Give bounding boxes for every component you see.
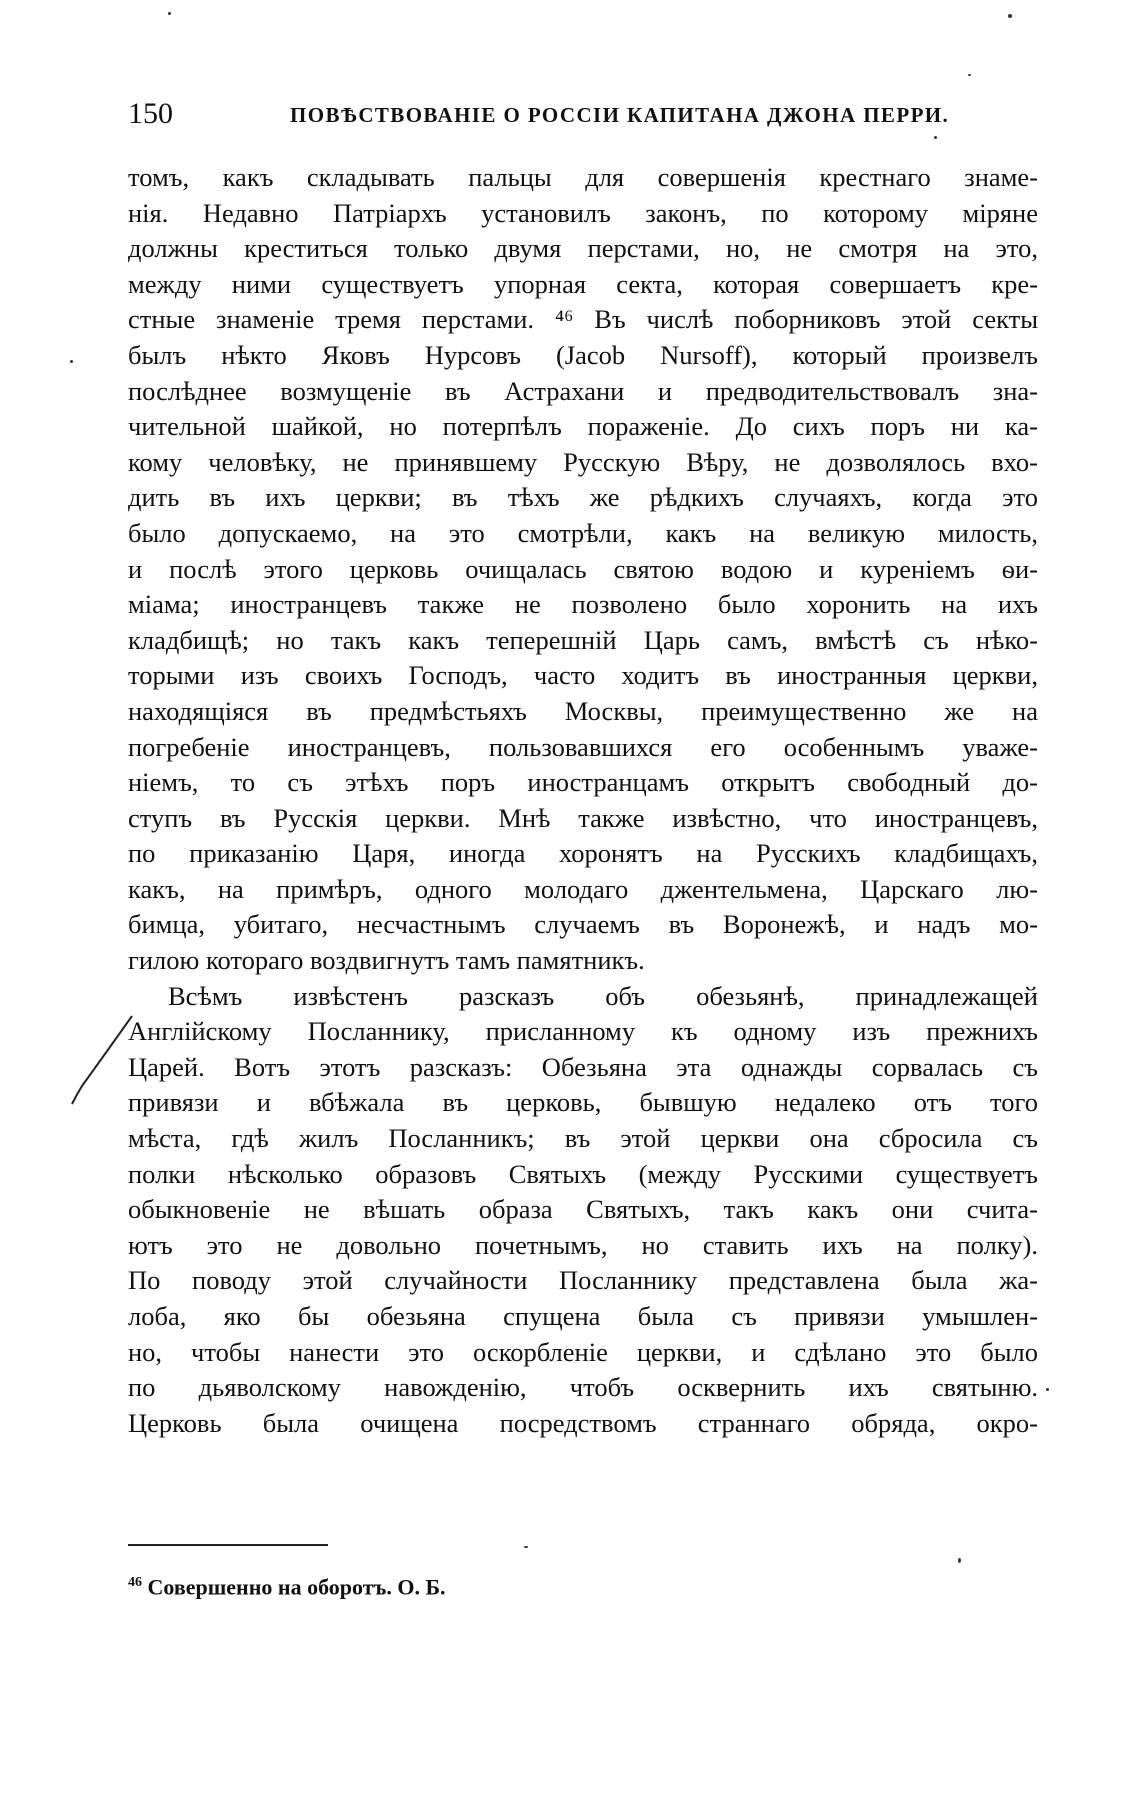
margin-pencil-mark (68, 1010, 138, 1120)
text-line: Царей. Вотъ этотъ разсказъ: Обезьяна эта однажды сорвалась съ (128, 1051, 1038, 1082)
text-line: дить въ ихъ церкви; въ тѣхъ же рѣдкихъ случаяхъ, когда это (128, 482, 1038, 513)
text-line: томъ, какъ складывать пальцы для совершенія крестнаго знаме- (128, 162, 1038, 192)
text-line: Всѣмъ извѣстенъ разсказъ объ обезьянѣ, принадлежащей (168, 980, 1038, 1011)
body-text (128, 160, 1038, 1441)
text-line: кому человѣку, не принявшему Русскую Вѣру, не дозволялось вхо- (128, 446, 1038, 477)
text-line: привязи и вбѣжала въ церковь, бывшую недалеко отъ того (128, 1087, 1038, 1118)
running-title: ПОВѢСТВОВАНІЕ О РОССІИ КАПИТАНА ДЖОНА ПЕРРИ. (290, 103, 950, 127)
text-line: обыкновеніе не вѣшать образа Святыхъ, такъ какъ они счита- (128, 1194, 1038, 1225)
footnote-marker: 46 (128, 1575, 142, 1590)
page-header (128, 94, 950, 134)
footnote-divider (128, 1544, 328, 1546)
text-line: какъ, на примѣръ, одного молодаго джентельмена, Царскаго лю- (128, 873, 1038, 904)
text-line: но, чтобы нанести это оскорбленіе церкви, и сдѣлано это было (128, 1336, 1038, 1367)
text-line: Церковь была очищена посредствомъ страннаго обряда, окро- (128, 1407, 1038, 1438)
page-number: 150 (128, 97, 173, 130)
text-line: по дьяволскому навожденію, чтобъ осквернить ихъ святыню. (128, 1372, 1038, 1403)
text-line: и послѣ этого церковь очищалась святою водою и куреніемъ ѳи- (128, 553, 1038, 584)
text-line: между ними существуетъ упорная секта, которая совершаетъ кре- (128, 268, 1038, 299)
text-line: находящіяся въ предмѣстьяхъ Москвы, преимущественно же на (128, 695, 1038, 726)
text-line: Англійскому Посланнику, присланному къ одному изъ прежнихъ (128, 1016, 1038, 1047)
text-line: былъ нѣкто Яковъ Нурсовъ (Jacob Nursoff), который произвелъ (128, 339, 1038, 370)
paragraph (128, 979, 1038, 1442)
text-line: стные знаменіе тремя перстами. ⁴⁶ Въ числѣ поборниковъ этой секты (128, 304, 1038, 335)
text-line: ніемъ, то съ этѣхъ поръ иностранцамъ открытъ свободный до- (128, 767, 1038, 798)
text-line: послѣднее возмущеніе въ Астрахани и предводительствовалъ зна- (128, 375, 1038, 406)
text-line: торыми изъ своихъ Господъ, часто ходитъ въ иностранныя церкви, (128, 660, 1038, 691)
text-line: было допускаемо, на это смотрѣли, какъ на великую милость, (128, 517, 1038, 548)
text-line: полки нѣсколько образовъ Святыхъ (между Русскими существуетъ (128, 1158, 1038, 1189)
text-line: міама; иностранцевъ также не позволено было хоронить на ихъ (128, 589, 1038, 620)
text-line: погребеніе иностранцевъ, пользовавшихся его особеннымъ уваже- (128, 731, 1038, 762)
text-line: ютъ это не довольно почетнымъ, но ставить ихъ на полку). (128, 1229, 1038, 1260)
text-line: По поводу этой случайности Посланнику представлена была жа- (128, 1265, 1038, 1296)
footnote (128, 1568, 446, 1602)
text-line: гилою котораго воздвигнутъ тамъ памятникъ. (128, 945, 645, 976)
text-line: мѣста, гдѣ жилъ Посланникъ; въ этой церкви она сбросила съ (128, 1123, 1038, 1154)
footnote-text: Совершенно на оборотъ. О. Б. (147, 1574, 446, 1600)
text-line: по приказанію Царя, иногда хоронятъ на Русскихъ кладбищахъ, (128, 838, 1038, 869)
text-line: лоба, яко бы обезьяна спущена была съ привязи умышлен- (128, 1301, 1038, 1331)
paragraph (128, 160, 1038, 979)
text-line: ступъ въ Русскія церкви. Мнѣ также извѣстно, что иностранцевъ, (128, 802, 1038, 833)
text-line: должны креститься только двумя перстами, но, не смотря на это, (128, 233, 1038, 264)
text-line: чительной шайкой, но потерпѣлъ пораженіе. До сихъ поръ ни ка- (128, 411, 1038, 442)
text-line: кладбищѣ; но такъ какъ теперешній Царь самъ, вмѣстѣ съ нѣко- (128, 624, 1038, 655)
text-line: нія. Недавно Патріархъ установилъ законъ, по которому міряне (128, 197, 1038, 228)
text-line: бимца, убитаго, несчастнымъ случаемъ въ Воронежѣ, и надъ мо- (128, 909, 1038, 940)
